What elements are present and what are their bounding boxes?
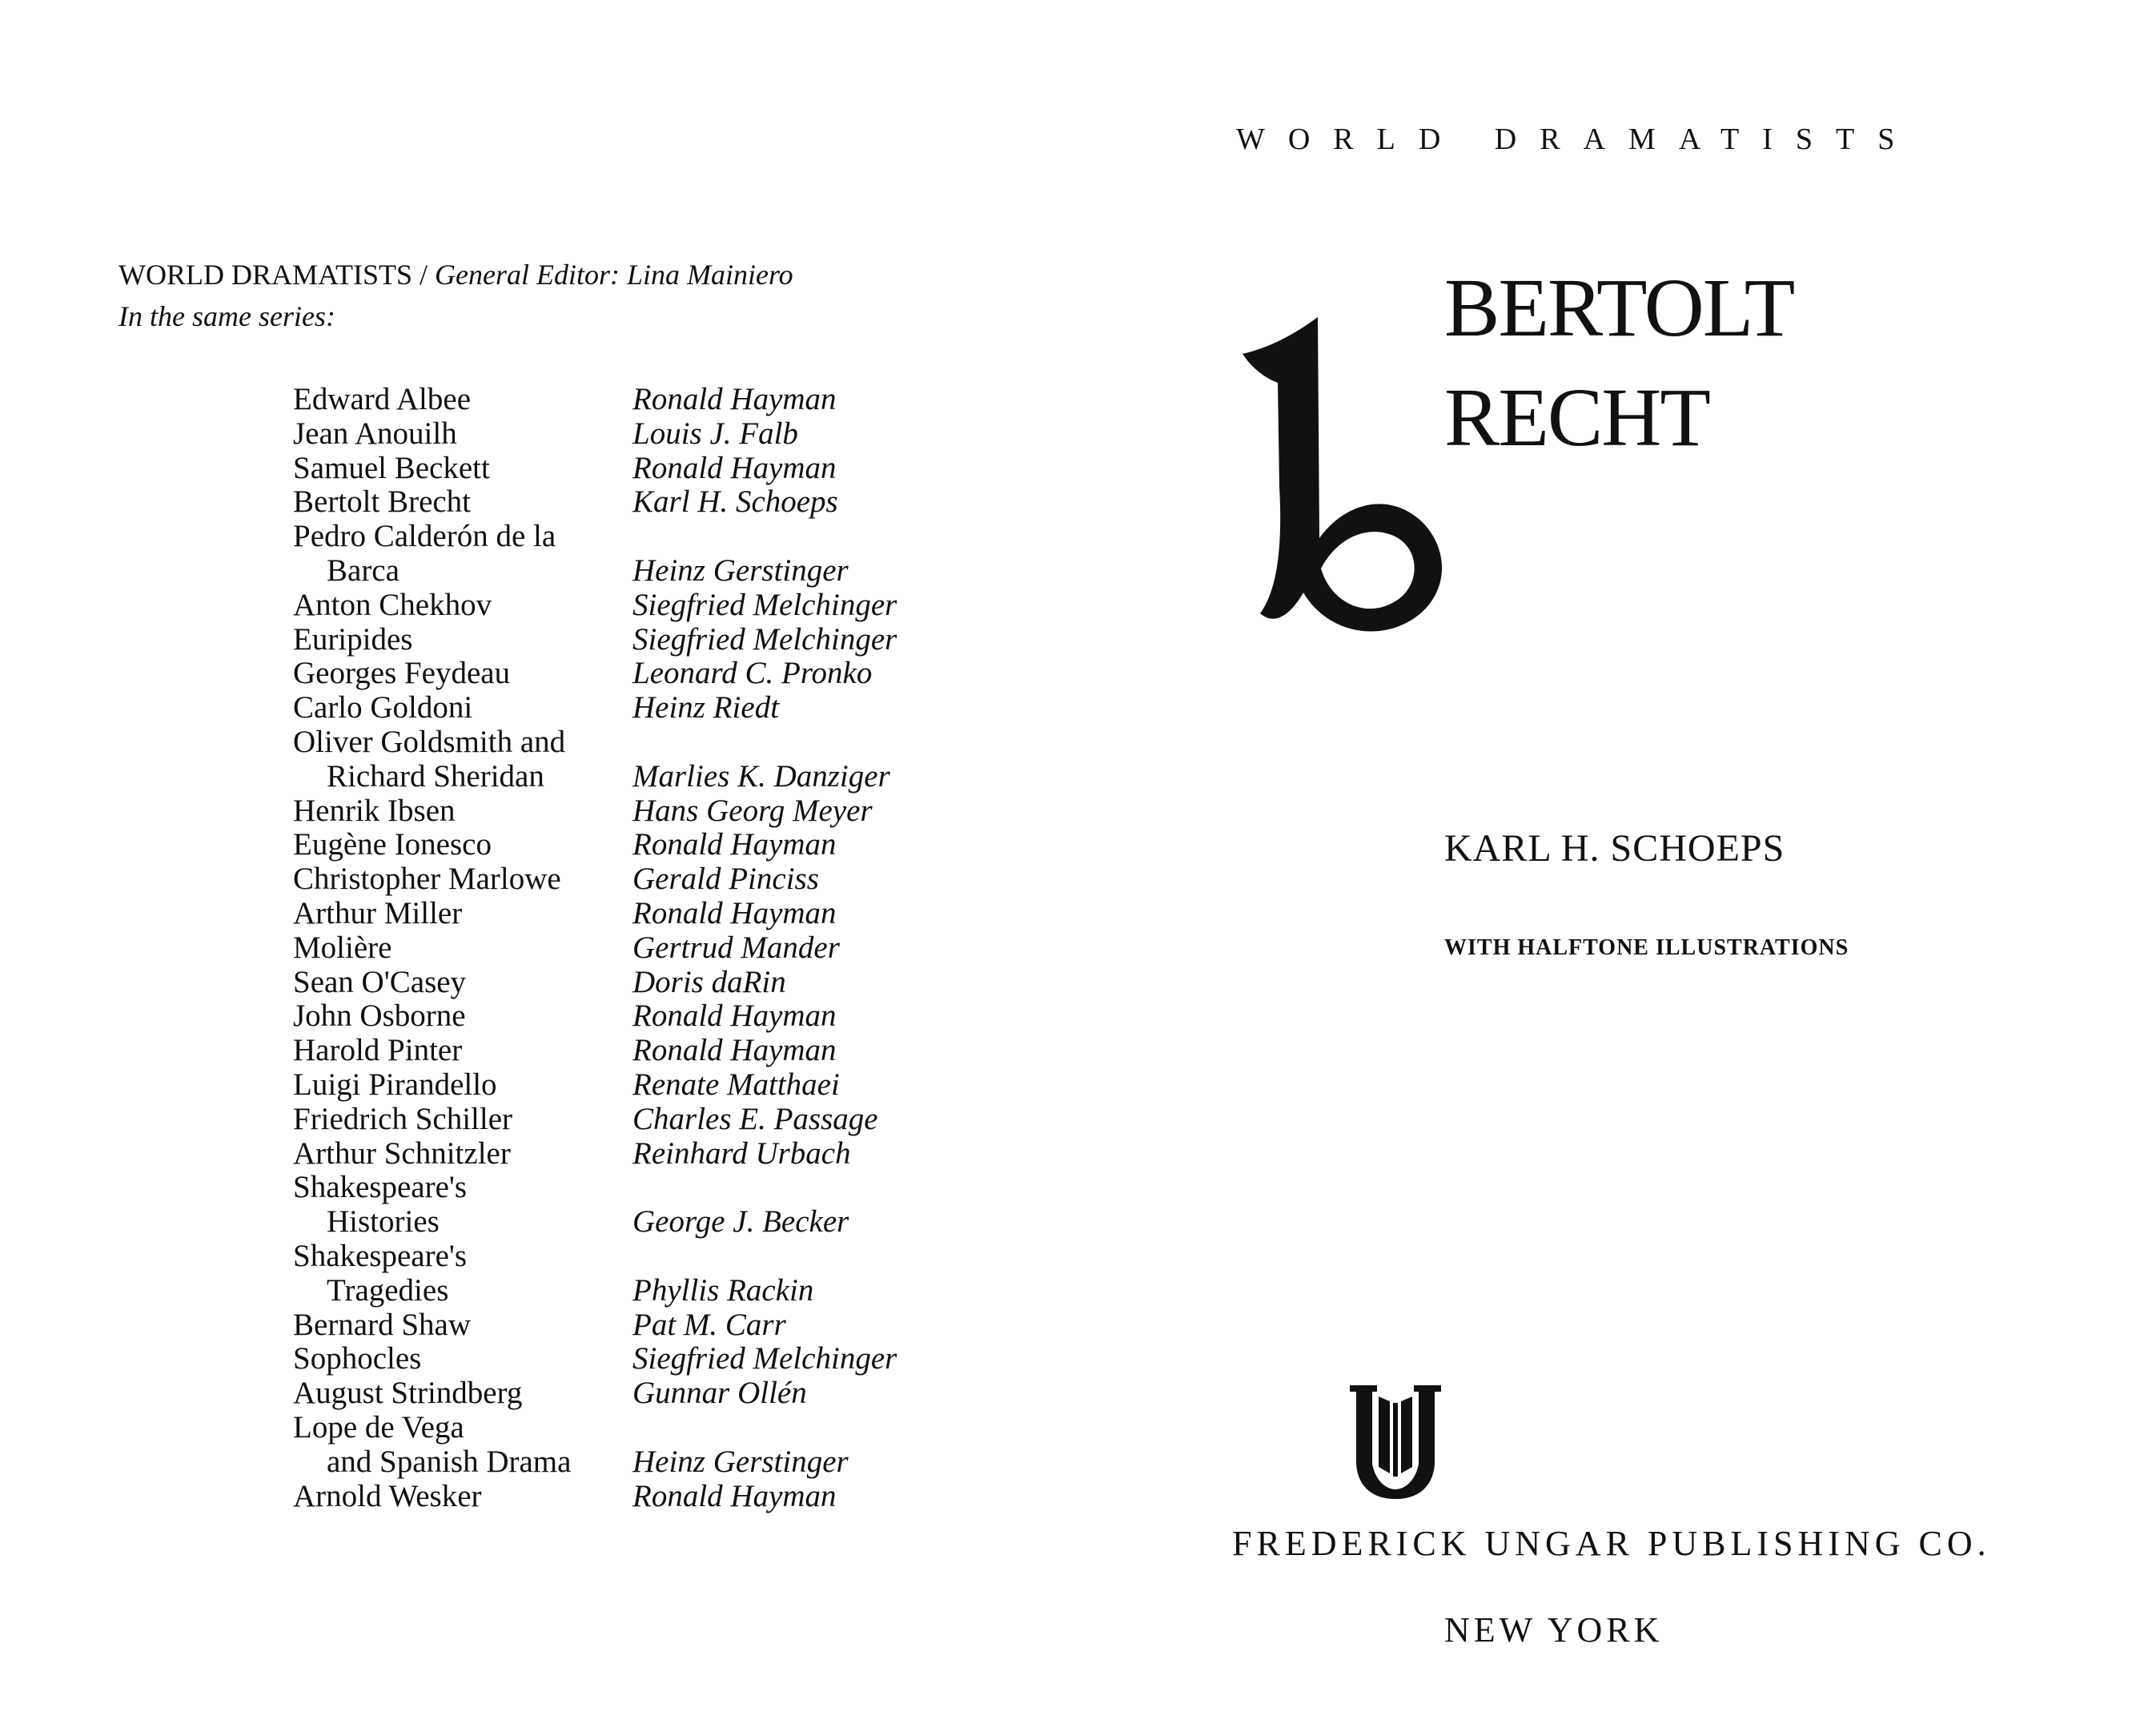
entry-author: Ronald Hayman: [632, 1478, 837, 1513]
entry-author: Gertrud Mander: [632, 930, 840, 965]
entry-subject: [293, 966, 632, 1000]
series-entry: [293, 1171, 897, 1240]
entry-subject: [293, 1308, 632, 1343]
title-line-1: BERTOLT: [1444, 262, 1794, 354]
entry-subject-line: Arnold Wesker: [293, 1478, 482, 1513]
series-entry: [293, 691, 897, 725]
entry-author: Renate Matthaei: [632, 1067, 840, 1102]
entry-subject: [293, 1342, 632, 1376]
entry-author: Louis J. Falb: [632, 416, 798, 451]
entry-subject-line: Eugène Ionesco: [293, 827, 492, 862]
series-entry: [293, 1034, 897, 1068]
entry-subject-line: Edward Albee: [293, 382, 472, 416]
entry-subject: [293, 1103, 632, 1137]
entry-subject-line: Jean Anouilh: [293, 416, 457, 451]
entry-author: Siegfried Melchinger: [632, 1341, 897, 1376]
series-entry: [293, 897, 897, 931]
entry-subject: [293, 1411, 632, 1480]
entry-author: Ronald Hayman: [632, 895, 837, 930]
series-entry: [293, 1137, 897, 1171]
entry-subject-line: Arthur Schnitzler: [293, 1135, 511, 1171]
entry-subject-line: Luigi Pirandello: [293, 1067, 497, 1102]
entry-subject-line: Barca: [327, 553, 399, 588]
entry-author: Reinhard Urbach: [632, 1135, 851, 1171]
entry-author: Gunnar Ollén: [632, 1376, 807, 1411]
entry-author: George J. Becker: [632, 1204, 849, 1240]
series-entry: [293, 966, 897, 1000]
entry-subject-line: Tragedies: [327, 1272, 449, 1308]
entry-subject: [293, 657, 632, 691]
entry-author: Heinz Gerstinger: [632, 553, 849, 588]
entry-subject-line: Anton Chekhov: [293, 587, 492, 622]
entry-subject-line: Harold Pinter: [293, 1033, 463, 1068]
entry-subject: [293, 452, 632, 486]
series-entry: [293, 828, 897, 862]
entry-subject-line: Euripides: [293, 621, 413, 657]
entry-subject: [293, 417, 632, 452]
entry-author: Ronald Hayman: [632, 1033, 837, 1068]
entry-subject-line: Lope de Vega: [293, 1409, 464, 1445]
publisher-city: NEW YORK: [1444, 1610, 1664, 1650]
series-entry: [293, 1103, 897, 1137]
entry-subject-line: Shakespeare's: [293, 1170, 468, 1205]
entry-subject-line: and Spanish Drama: [327, 1444, 572, 1479]
series-entry: [293, 623, 897, 657]
entry-subject-line: Carlo Goldoni: [293, 690, 473, 725]
series-entry: [293, 589, 897, 623]
entry-subject: [293, 589, 632, 623]
series-separator: /: [412, 259, 436, 291]
series-entry: [293, 520, 897, 589]
entry-subject-line: Georges Feydeau: [293, 656, 511, 691]
entry-author: Hans Georg Meyer: [632, 793, 873, 828]
series-entry: [293, 657, 897, 691]
entry-author: Gerald Pinciss: [632, 862, 819, 897]
series-entry: [293, 725, 897, 794]
entry-subject: [293, 383, 632, 417]
entry-author: Ronald Hayman: [632, 999, 837, 1034]
entry-subject-line: Sean O'Casey: [293, 964, 467, 999]
entry-author: Siegfried Melchinger: [632, 587, 897, 622]
entry-subject: [293, 485, 632, 520]
entry-author: Ronald Hayman: [632, 450, 837, 485]
series-entry: [293, 485, 897, 520]
entry-subject: [293, 897, 632, 931]
ungar-book-logo-icon: [1343, 1380, 1447, 1501]
entry-author: Phyllis Rackin: [632, 1272, 814, 1308]
series-entry: [293, 417, 897, 452]
series-entry: [293, 999, 897, 1034]
right-page: [1068, 0, 2136, 1736]
entry-author: Ronald Hayman: [632, 827, 837, 862]
series-entry: [293, 862, 897, 897]
entry-subject: [293, 1137, 632, 1171]
entry-subject-line: Arthur Miller: [293, 895, 463, 930]
entry-subject: [293, 691, 632, 725]
entry-author: Siegfried Melchinger: [632, 621, 897, 657]
entry-subject-line: Sophocles: [293, 1341, 422, 1376]
entry-subject: [293, 623, 632, 657]
entry-subject: [293, 828, 632, 862]
series-entry: [293, 1376, 897, 1411]
entry-subject: [293, 862, 632, 897]
author-name: KARL H. SCHOEPS: [1444, 827, 1785, 870]
entry-subject: [293, 1480, 632, 1514]
series-entry: [293, 1342, 897, 1376]
entry-subject-line: Molière: [293, 930, 392, 965]
entry-subject-line: John Osborne: [293, 999, 466, 1034]
series-entry: [293, 1480, 897, 1514]
entry-author: Doris daRin: [632, 964, 786, 999]
series-entry: [293, 794, 897, 829]
entry-subject: [293, 520, 632, 589]
entry-subject-line: Henrik Ibsen: [293, 793, 456, 828]
series-entry: [293, 931, 897, 966]
series-entry: [293, 383, 897, 417]
entry-author: Leonard C. Pronko: [632, 656, 873, 691]
general-editor: General Editor: Lina Mainiero: [435, 259, 793, 291]
series-editor-line: [118, 258, 793, 291]
entry-subject: [293, 1068, 632, 1103]
entry-subject-line: Friedrich Schiller: [293, 1101, 513, 1136]
entry-subject-line: Samuel Beckett: [293, 450, 490, 485]
entry-subject: [293, 1376, 632, 1411]
entry-subject-line: August Strindberg: [293, 1376, 523, 1411]
same-series-heading: In the same series:: [118, 300, 335, 332]
running-head: WORLD DRAMATISTS: [1236, 123, 1918, 156]
entry-author: Ronald Hayman: [632, 382, 837, 416]
entry-subject-line: Bertolt Brecht: [293, 484, 472, 520]
entry-subject: [293, 1171, 632, 1240]
series-entry: [293, 1308, 897, 1343]
illustrations-note: WITH HALFTONE ILLUSTRATIONS: [1444, 935, 1849, 960]
title-line-2: RECHT: [1444, 372, 1709, 464]
series-entry: [293, 1068, 897, 1103]
entry-subject: [293, 931, 632, 966]
drop-cap-b-icon: [1238, 304, 1478, 641]
entry-subject-line: Shakespeare's: [293, 1238, 468, 1273]
entry-subject-line: Christopher Marlowe: [293, 862, 561, 897]
entry-author: Heinz Gerstinger: [632, 1444, 849, 1479]
entry-subject-line: Oliver Goldsmith and: [293, 724, 566, 759]
series-name: WORLD DRAMATISTS: [118, 259, 413, 291]
entry-author: Marlies K. Danziger: [632, 758, 890, 794]
entry-subject-line: Pedro Calderón de la: [293, 519, 556, 554]
entry-subject: [293, 725, 632, 794]
series-entry: [293, 1240, 897, 1308]
entry-subject: [293, 999, 632, 1034]
entry-author: Heinz Riedt: [632, 690, 780, 725]
entry-author: Charles E. Passage: [632, 1101, 878, 1136]
entry-author: Pat M. Carr: [632, 1307, 786, 1342]
publisher-name: FREDERICK UNGAR PUBLISHING CO.: [1232, 1524, 1991, 1563]
entry-author: Karl H. Schoeps: [632, 484, 838, 520]
entry-subject-line: Bernard Shaw: [293, 1307, 472, 1342]
entry-subject: [293, 794, 632, 829]
series-entry: [293, 452, 897, 486]
entry-subject-line: Histories: [327, 1204, 440, 1240]
entry-subject: [293, 1240, 632, 1308]
series-list: [293, 383, 897, 1513]
entry-subject: [293, 1034, 632, 1068]
entry-subject-line: Richard Sheridan: [327, 758, 544, 794]
series-entry: [293, 1411, 897, 1480]
